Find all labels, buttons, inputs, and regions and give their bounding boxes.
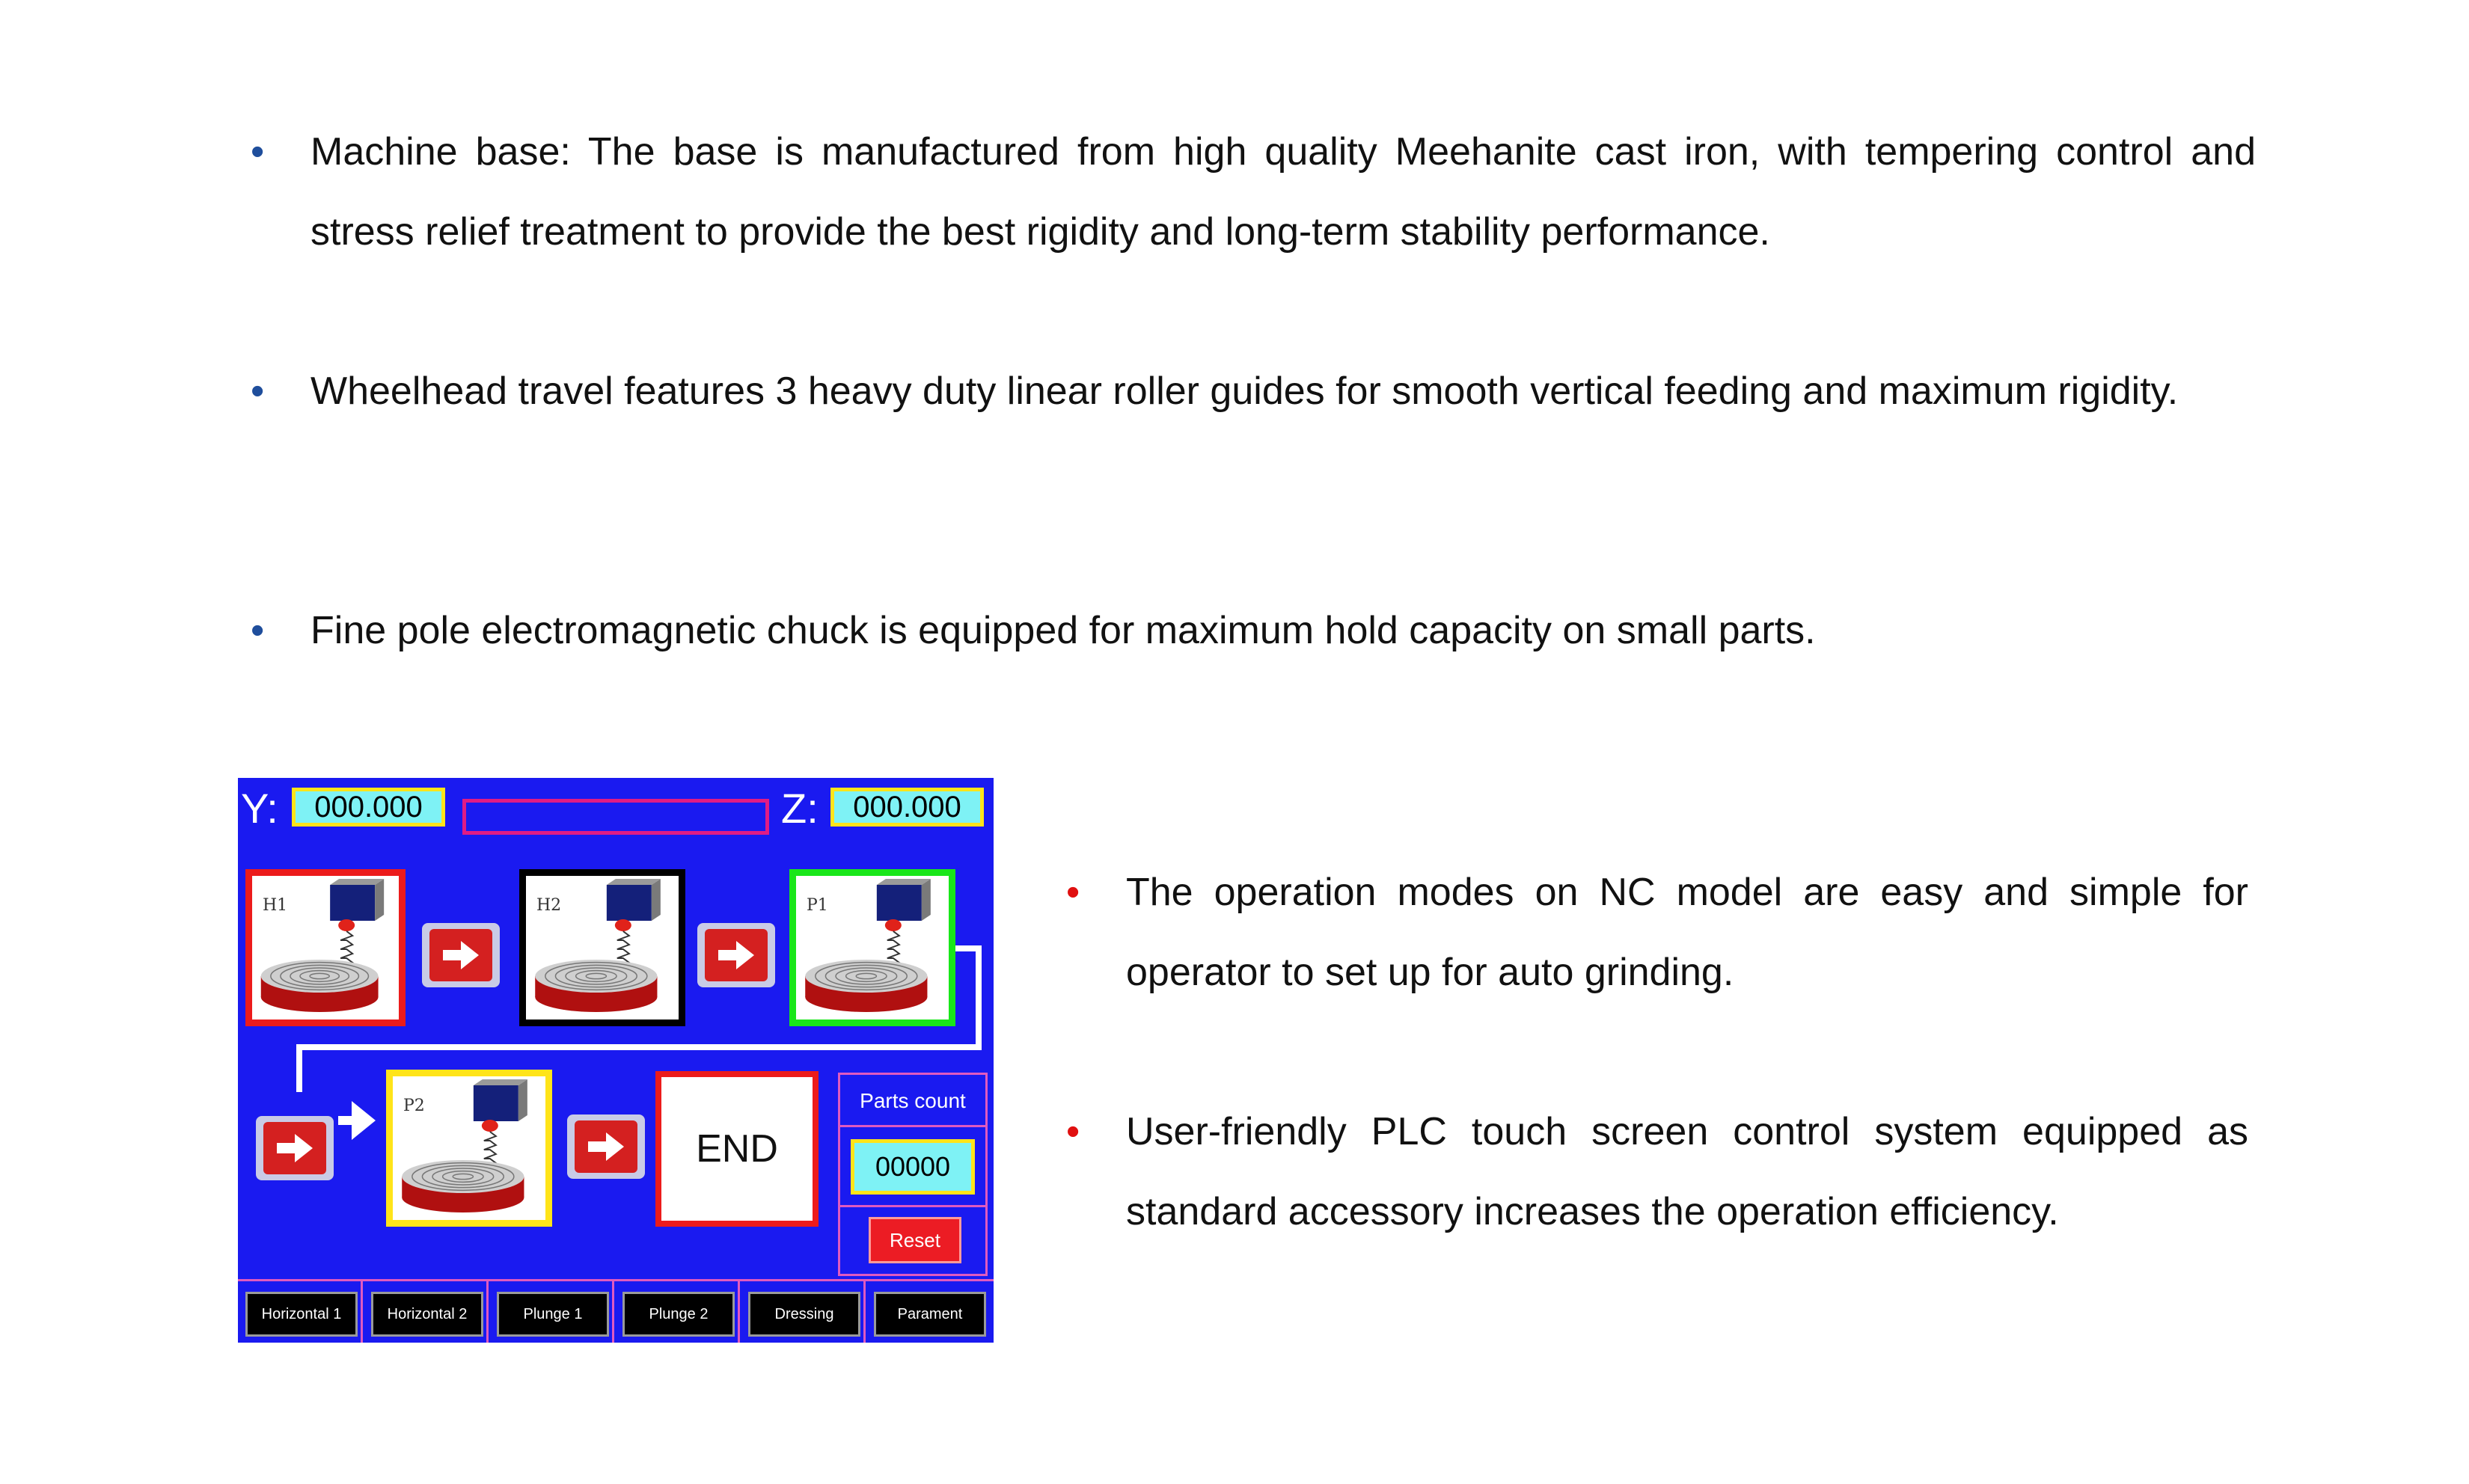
bullet-text: User-friendly PLC touch screen control system equipped as standard accessory increases the operation efficiency. [1126, 1110, 2248, 1233]
step-p2-button[interactable] [386, 1070, 552, 1227]
y-position-readout: 000.000 [292, 788, 445, 827]
arrow-right-icon [567, 1114, 645, 1179]
step-label: P1 [807, 896, 828, 915]
arrow-right-icon [697, 923, 775, 987]
bullet-dot: • [251, 609, 265, 652]
plc-touch-screen [238, 778, 994, 1343]
reset-button[interactable]: Reset [869, 1217, 961, 1263]
z-position-readout: 000.000 [830, 788, 984, 827]
bullet-text: The operation modes on NC model are easy and simple for operator to set up for auto grinding. [1126, 871, 2248, 994]
mode-dressing-button[interactable]: Dressing [748, 1292, 860, 1337]
mode-horizontal-1-button[interactable]: Horizontal 1 [245, 1292, 358, 1337]
bullet-dot: • [1066, 871, 1080, 914]
bullet-dot: • [1066, 1110, 1080, 1153]
mode-horizontal-2-button[interactable]: Horizontal 2 [371, 1292, 483, 1337]
parts-count-label: Parts count [840, 1075, 985, 1127]
bullet-dot: • [251, 130, 265, 174]
bullet-text: Machine base: The base is manufactured from high quality Meehanite cast iron, with tempering control and stress relief treatment to provide the best rigidity and long-term stability performance. [310, 130, 2256, 254]
step-label: H1 [263, 896, 288, 915]
next-arrow-button[interactable] [422, 923, 500, 987]
divider [840, 1205, 985, 1207]
grinding-wheel-icon [796, 876, 949, 1020]
divider [863, 1281, 866, 1343]
grinding-wheel-icon [526, 876, 679, 1020]
step-p1-button[interactable] [789, 869, 955, 1026]
bullet-dot: • [251, 370, 265, 413]
bullet-item [251, 591, 2256, 671]
y-axis-label: Y: [241, 785, 278, 832]
bullet-item [1066, 1092, 2248, 1252]
bullet-text: Wheelhead travel features 3 heavy duty linear roller guides for smooth vertical feeding and maximum rigidity. [310, 370, 2179, 413]
arrow-right-icon [422, 923, 500, 987]
mode-plunge-2-button[interactable]: Plunge 2 [622, 1292, 735, 1337]
bullet-text: Fine pole electromagnetic chuck is equipped for maximum hold capacity on small parts. [310, 609, 1816, 652]
arrow-right-icon [256, 1116, 334, 1180]
bullet-item [251, 352, 2256, 432]
next-arrow-button[interactable] [567, 1114, 645, 1179]
step-h2-button[interactable] [519, 869, 685, 1026]
end-step-button[interactable]: END [655, 1071, 819, 1227]
divider [361, 1281, 363, 1343]
bullet-item [1066, 853, 2248, 1013]
parts-count-readout: 00000 [851, 1139, 975, 1195]
step-h1-button[interactable] [245, 869, 406, 1026]
grinding-wheel-icon [393, 1076, 545, 1220]
divider [486, 1281, 489, 1343]
divider [738, 1281, 740, 1343]
step-label: H2 [536, 896, 562, 915]
mode-parament-button[interactable]: Parament [874, 1292, 986, 1337]
grinding-wheel-icon [252, 876, 399, 1020]
step-label: P2 [403, 1097, 425, 1115]
mode-plunge-1-button[interactable]: Plunge 1 [497, 1292, 609, 1337]
parts-count-panel [838, 1073, 988, 1276]
mode-bar [238, 1279, 994, 1343]
next-arrow-button[interactable] [256, 1116, 334, 1180]
z-axis-label: Z: [781, 785, 819, 832]
feature-list [0, 0, 2469, 673]
next-arrow-button[interactable] [697, 923, 775, 987]
bullet-item [251, 112, 2256, 272]
divider [612, 1281, 614, 1343]
